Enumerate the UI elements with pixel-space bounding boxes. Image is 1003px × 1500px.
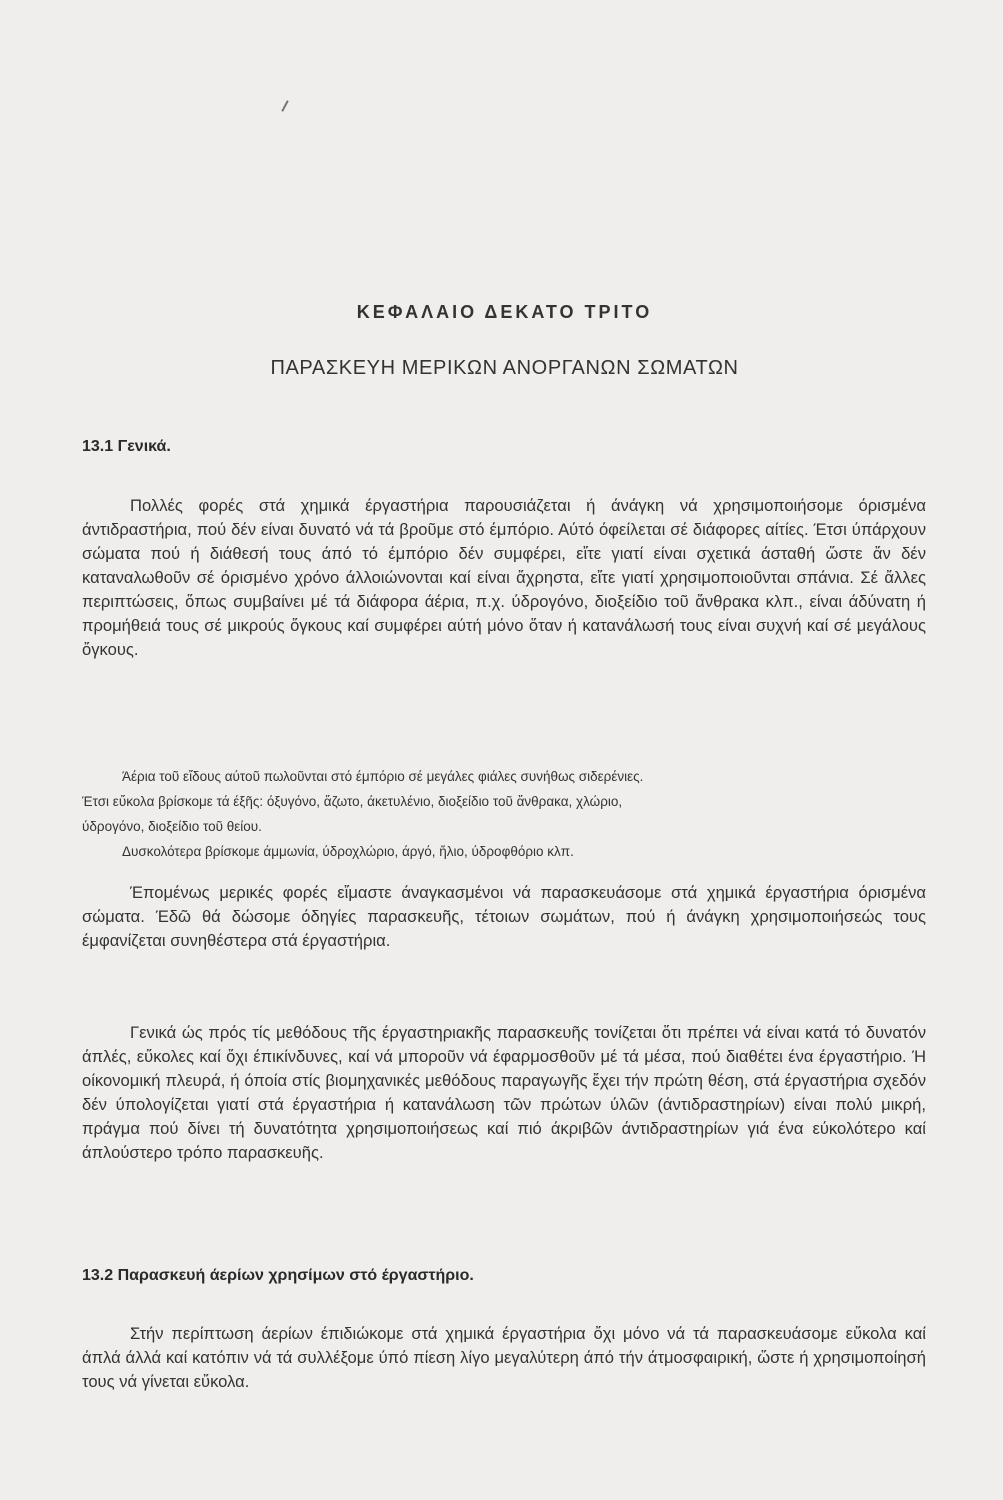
note-line: Έτσι εὔκολα βρίσκομε τά έξῆς: όξυγόνο, ἄζωτο, άκετυλένιο, διοξείδιο τοῦ ἄνθρακα, χλώριο, bbox=[82, 794, 623, 809]
pen-mark bbox=[281, 100, 288, 112]
note-block bbox=[82, 764, 926, 864]
note-line: ύδρογόνο, διοξείδιο τοῦ θείου. bbox=[82, 819, 262, 834]
note-line: Άέρια τοῦ εἴδους αύτοῦ πωλοῦνται στό έμπόριο σέ μεγάλες φιάλες συνήθως σιδερένιες. bbox=[122, 769, 644, 784]
paragraph: Στήν περίπτωση άερίων έπιδιώκομε στά χημικά έργαστήρια ὄχι μόνο νά τά παρασκευάσομε εὔκολα καί άπλά άλλά καί κατόπιν νά τά συλλέξομε ύπό πίεση λίγο μεγαλύτερη άπό τήν άτμοσφαιρική, ὥστε ή χρησιμοποίησή τους νά γίνεται εὔκολα. bbox=[82, 1324, 926, 1391]
chapter-title: ΠΑΡΑΣΚΕΥΗ ΜΕΡΙΚΩΝ ΑΝΟΡΓΑΝΩΝ ΣΩΜΑΤΩΝ bbox=[270, 357, 739, 379]
paragraph: Έπομένως μερικές φορές εἴμαστε άναγκασμένοι νά παρασκευάσομε στά χημικά έργαστήρια όρισμένα σώματα. Έδῶ θά δώσομε όδηγίες παρασκευῆς, τέτοιων σωμάτων, πού ή άνάγκη χρησιμοποιήσεώς τους έμφανίζεται συνηθέστερα στά έργαστήρια. bbox=[82, 883, 926, 950]
chapter-number: ΚΕΦΑΛΑΙΟ ΔΕΚΑΤΟ ΤΡΙΤΟ bbox=[356, 302, 653, 322]
paragraph: Πολλές φορές στά χημικά έργαστήρια παρουσιάζεται ή άνάγκη νά χρησιμοποιήσομε όρισμένα άντιδραστήρια, πού δέν είναι δυνατό νά τά βροῦμε στό έμπόριο. Αύτό όφείλεται σέ διάφορες αίτίες. Έτσι ύπάρχουν σώματα πού ή διάθεσή τους άπό τό έμπόριο δέν συμφέρει, εἴτε γιατί είναι σχετικά άσταθή ὥστε ἄν δέν καταναλωθοῦν σέ όρισμένο χρόνο άλλοιώνονται καί είναι ἄχρηστα, εἴτε γιατί χρησιμοποιοῦνται σπάνια. Σέ ἄλλες περιπτώσεις, ὅπως συμβαίνει μέ τά διάφορα άέρια, π.χ. ύδρογόνο, διοξείδιο τοῦ ἄνθρακα κλπ., είναι άδύνατη ή προμήθειά τους σέ μικρούς ὄγκους καί συμφέρει αύτή μόνο ὅταν ή κατανάλωσή τους είναι συχνή καί σέ μεγάλους ὄγκους. bbox=[82, 496, 926, 659]
note-line: Δυσκολότερα βρίσκομε άμμωνία, ύδροχλώριο, άργό, ἥλιο, ύδροφθόριο κλπ. bbox=[122, 844, 574, 859]
section-heading-13-1: 13.1 Γενικά. bbox=[82, 438, 171, 455]
section-heading-13-2: 13.2 Παρασκευή άερίων χρησίμων στό έργαστήριο. bbox=[82, 1267, 474, 1284]
paragraph: Γενικά ώς πρός τίς μεθόδους τῆς έργαστηριακῆς παρασκευῆς τονίζεται ὅτι πρέπει νά είναι κατά τό δυνατόν άπλές, εὔκολες καί ὄχι έπικίνδυνες, καί νά μποροῦν νά έφαρμοσθοῦν μέ τά μέσα, πού διαθέτει ένα έργαστήριο. Ή οίκονομική πλευρά, ή όποία στίς βιομηχανικές μεθόδους παραγωγῆς ἔχει τήν πρώτη θέση, στά έργαστήρια σχεδόν δέν ύπολογίζεται γιατί στά έργαστήρια ή κατανάλωση τῶν πρώτων ύλῶν (άντιδραστηρίων) είναι πολύ μικρή, πράγμα πού δίνει τή δυνατότητα χρησιμοποιήσεως καί πιό άκριβῶν άντιδραστηρίων γιά ένα εύκολότερο καί άπλούστερο τρόπο παρασκευῆς. bbox=[82, 1023, 926, 1162]
